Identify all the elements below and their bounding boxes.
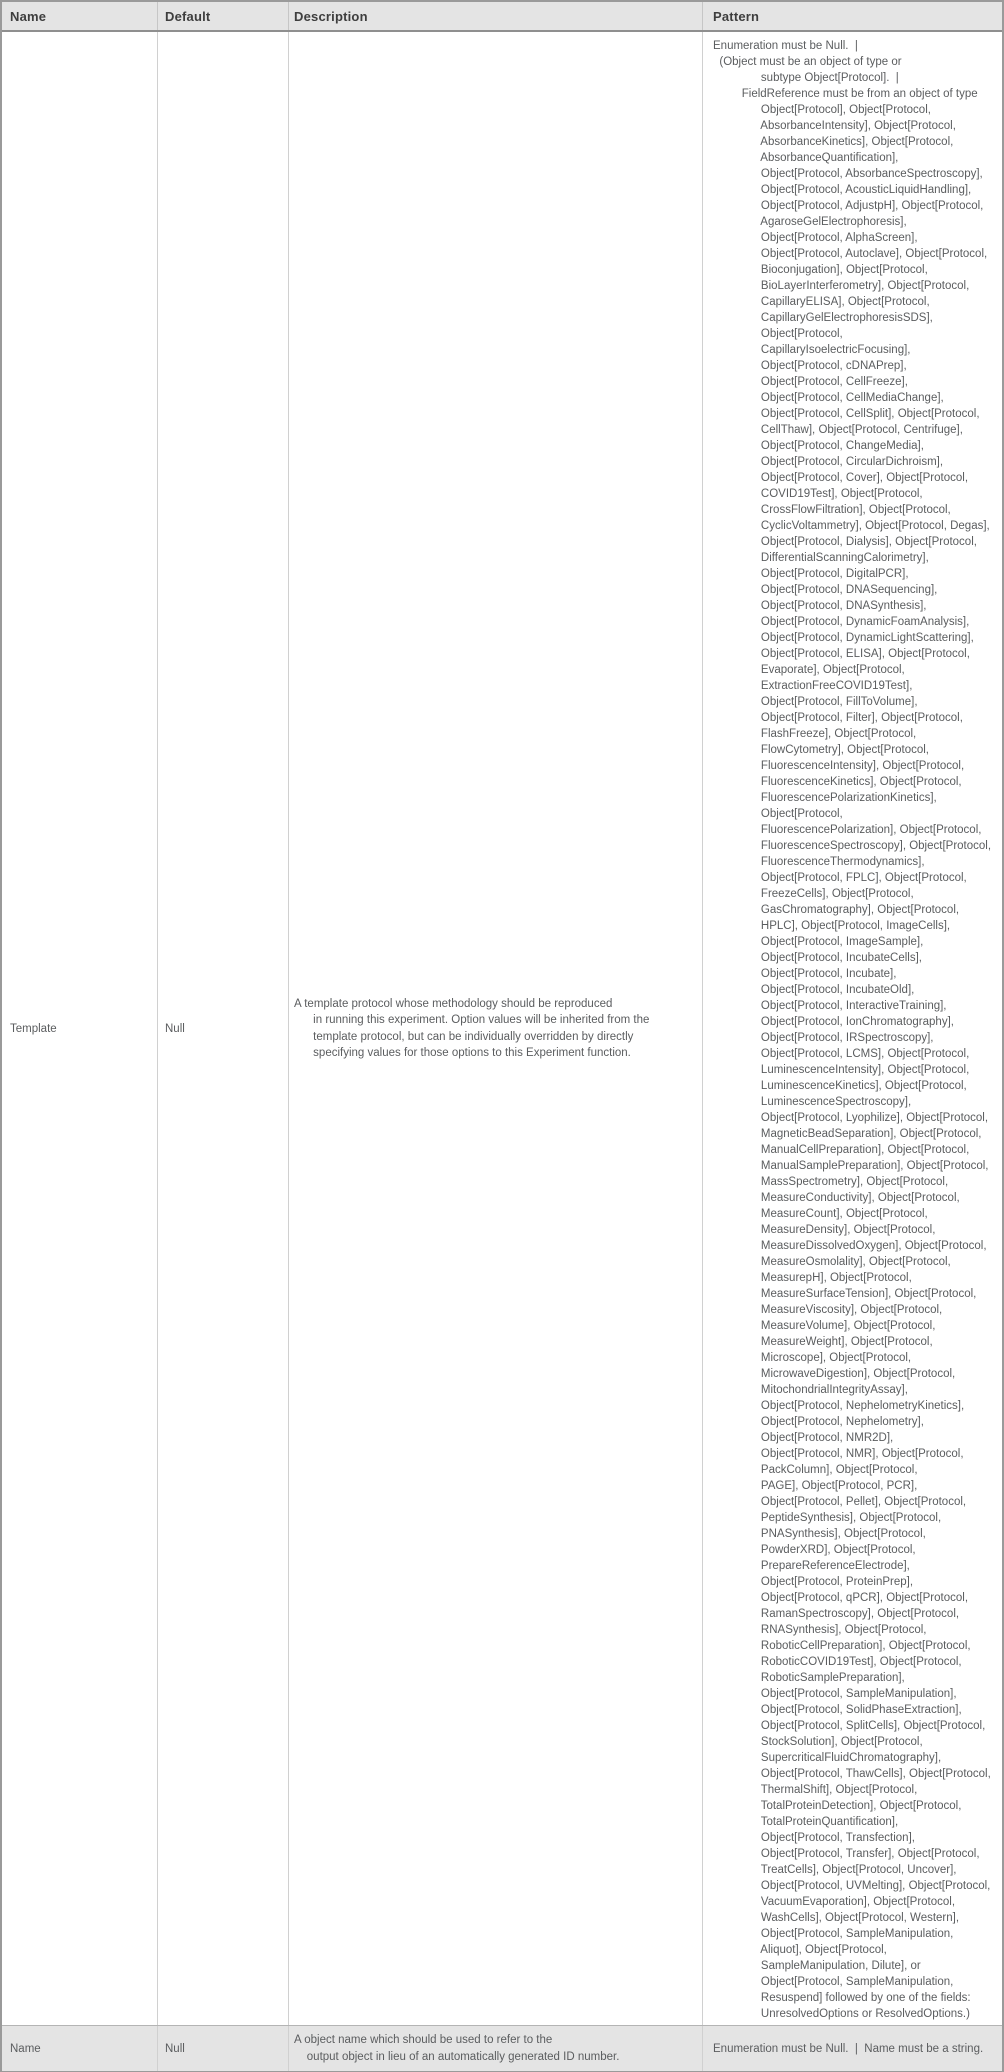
column-header-pattern: Pattern <box>713 8 760 24</box>
table-header-row <box>2 2 1002 32</box>
column-header-description: Description <box>289 2 703 30</box>
column-header-name: Name <box>2 2 158 30</box>
description-text: A template protocol whose methodology should be reproduced in running this experiment. Option values will be inherited from the template protocol, but can be individually overridden by directly specifying values for those options to this Experiment function. <box>294 997 650 1059</box>
cell-name <box>2 32 158 2025</box>
cell-default <box>158 32 289 2025</box>
cell-pattern <box>703 2026 1002 2071</box>
cell-description <box>289 32 703 2025</box>
table-row-template <box>2 32 1002 2025</box>
cell-description <box>289 2026 703 2071</box>
pattern-text: Enumeration must be Null. | (Object must be an object of type or subtype Object[Protocol]. | FieldReference must be from an object of type Object[Protocol], Object[Protocol, AbsorbanceIntensity], Object[Protocol, AbsorbanceKinetics], Object[Protocol, AbsorbanceQuantification], Object[Protocol, AbsorbanceSpectroscopy], Object[Protocol, AcousticLiquidHandling], Object[Protocol, AdjustpH], Object[Protocol, AgaroseGelElectrophoresis], Object[Protocol, AlphaScreen], Object[Protocol, Autoclave], Object[Protocol, Bioconjugation], Object[Protocol, BioLayerInterferometry], Object[Protocol, CapillaryELISA], Object[Protocol, CapillaryGelElectrophoresisSDS], Object[Protocol, CapillaryIsoelectricFocusing], Object[Protocol, cDNAPrep], Object[Protocol, CellFreeze], Object[Protocol, CellMediaChange], Object[Protocol, CellSplit], Object[Protocol, CellThaw], Object[Protocol, Centrifuge], Object[Protocol, ChangeMedia], Object[Protocol, CircularDichroism], Object[Protocol, Cover], Object[Protocol, COVID19Test], Object[Protocol, CrossFlowFiltration], Object[Protocol, CyclicVoltammetry], Object[Protocol, Degas], Object[Protocol, Dialysis], Object[Protocol, DifferentialScanningCalorimetry], Object[Protocol, DigitalPCR], Object[Protocol, DNASequencing], Object[Protocol, DNASynthesis], Object[Protocol, DynamicFoamAnalysis], Object[Protocol, DynamicLightScattering], Object[Protocol, ELISA], Object[Protocol, Evaporate], Object[Protocol, ExtractionFreeCOVID19Test], Object[Protocol, FillToVolume], Object[Protocol, Filter], Object[Protocol, FlashFreeze], Object[Protocol, FlowCytometry], Object[Protocol, FluorescenceIntensity], Object[Protocol, FluorescenceKinetics], Object[Protocol, FluorescencePolarizationKinetics], Object[Protocol, FluorescencePolarization], Object[Protocol, FluorescenceSpectroscopy], Object[Protocol, FluorescenceThermodynamics], Object[Protocol, FPLC], Object[Protocol, FreezeCells], Object[Protocol, GasChromatography], Object[Protocol, HPLC], Object[Protocol, ImageCells], Object[Protocol, ImageSample], Object[Protocol, IncubateCells], Object[Protocol, Incubate], Object[Protocol, IncubateOld], Object[Protocol, InteractiveTraining], Object[Protocol, IonChromatography], Object[Protocol, IRSpectroscopy], Object[Protocol, LCMS], Object[Protocol, LuminescenceIntensity], Object[Protocol, LuminescenceKinetics], Object[Protocol, LuminescenceSpectroscopy], Object[Protocol, Lyophilize], Object[Protocol, MagneticBeadSeparation], Object[Protocol, ManualCellPreparation], Object[Protocol, ManualSamplePreparation], Object[Protocol, MassSpectrometry], Object[Protocol, MeasureConductivity], Object[Protocol, MeasureCount], Object[Protocol, MeasureDensity], Object[Protocol, MeasureDissolvedOxygen], Object[Protocol, MeasureOsmolality], Object[Protocol, MeasurepH], Object[Protocol, MeasureSurfaceTension], Object[Protocol, MeasureViscosity], Object[Protocol, MeasureVolume], Object[Protocol, MeasureWeight], Object[Protocol, Microscope], Object[Protocol, MicrowaveDigestion], Object[Protocol, MitochondrialIntegrityAssay], Object[Protocol, NephelometryKinetics], Object[Protocol, Nephelometry], Object[Protocol, NMR2D], Object[Protocol, NMR], Object[Protocol, PackColumn], Object[Protocol, PAGE], Object[Protocol, PCR], Object[Protocol, Pellet], Object[Protocol, PeptideSynthesis], Object[Protocol, PNASynthesis], Object[Protocol, PowderXRD], Object[Protocol, PrepareReferenceElectrode], Object[Protocol, ProteinPrep], Object[Protocol, qPCR], Object[Protocol, RamanSpectroscopy], Object[Protocol, RNASynthesis], Object[Protocol, RoboticCellPreparation], Object[Protocol, RoboticCOVID19Test], Object[Protocol, RoboticSamplePreparation], Object[Protocol, SampleManipulation], Object[Protocol, SolidPhaseExtraction], Object[Protocol, SplitCells], Object[Protocol, StockSolution], Object[Protocol, SupercriticalFluidChromatography], Object[Protocol, ThawCells], Object[Protocol, ThermalShift], Object[Protocol, TotalProteinDetection], Object[Protocol, TotalProteinQuantification], Object[Protocol, Transfection], Object[Protocol, Transfer], Object[Protocol, TreatCells], Object[Protocol, Uncover], Object[Protocol, UVMelting], Object[Protocol, VacuumEvaporation], Object[Protocol, WashCells], Object[Protocol, Western], Object[Protocol, SampleManipulation, Aliquot], Object[Protocol, SampleManipulation, Dilute], or Object[Protocol, SampleManipulation, Resuspend] followed by one of the fields: UnresolvedOptions or ResolvedOptions.) <box>713 40 992 2020</box>
option-name-label: Name <box>10 2042 41 2055</box>
pattern-text: Enumeration must be Null. | Name must be a string. <box>713 2042 984 2055</box>
option-name-label: Template <box>10 1022 57 1035</box>
cell-pattern <box>703 32 1002 2025</box>
description-text: A object name which should be used to refer to the output object in lieu of an automatically generated ID number. <box>294 2034 620 2063</box>
default-value-label: Null <box>165 2042 185 2055</box>
table-row-name <box>2 2025 1002 2071</box>
column-header-default: Default <box>158 2 289 30</box>
cell-default <box>158 2026 289 2071</box>
default-value-label: Null <box>165 1022 185 1035</box>
cell-name <box>2 2026 158 2071</box>
